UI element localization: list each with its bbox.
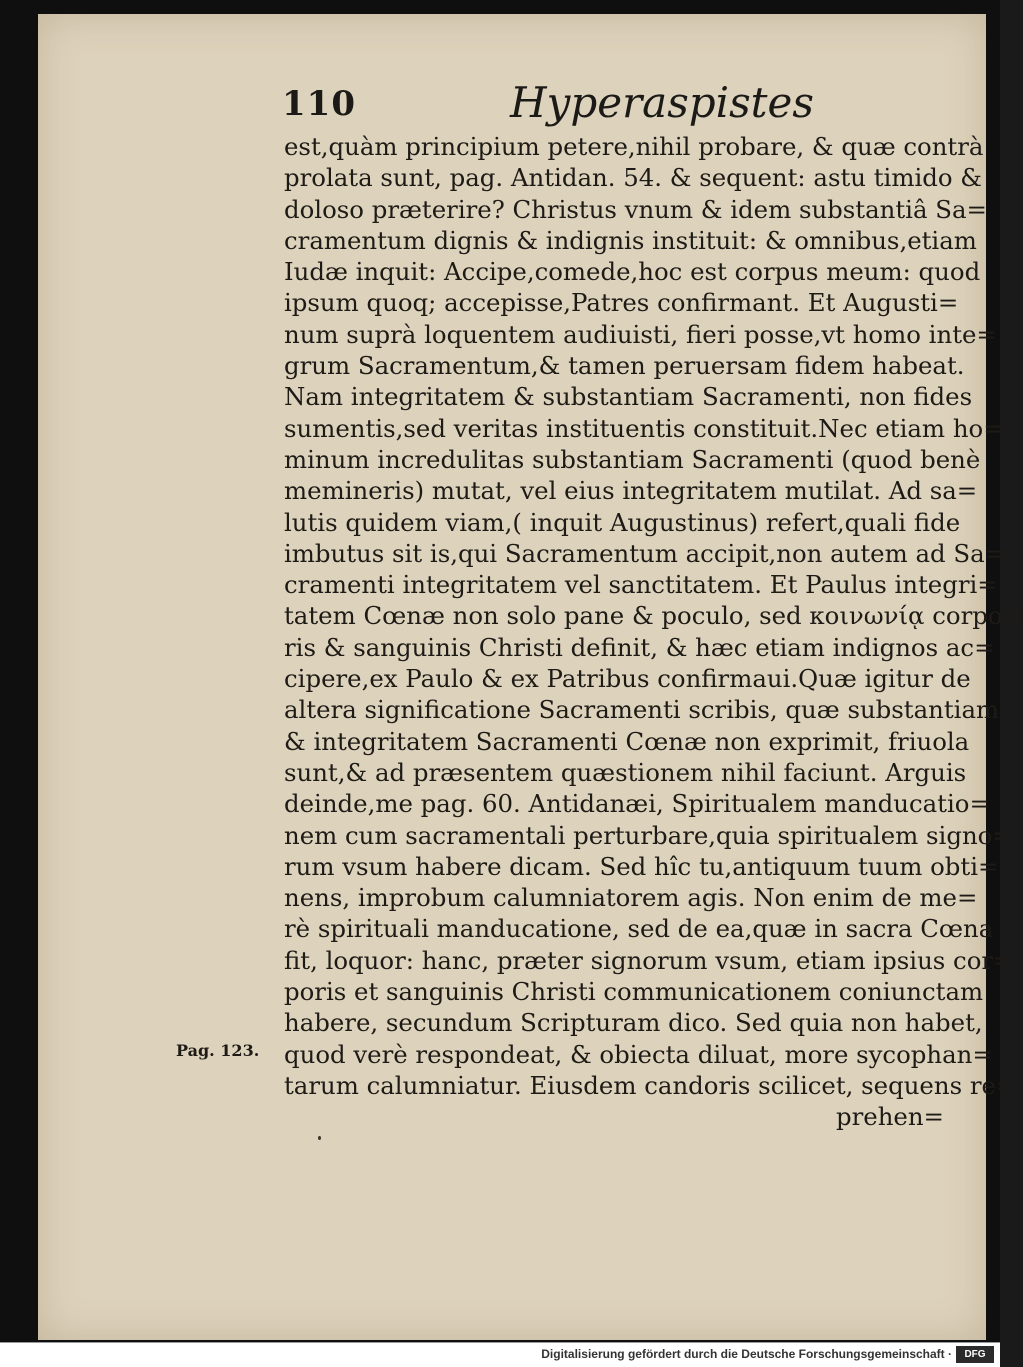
text-line: deinde,me pag. 60. Antidanæi, Spiritualem manducatio= <box>284 789 990 819</box>
text-line: cipere,ex Paulo & ex Patribus confirmaui.Quæ igitur de <box>284 664 971 694</box>
page-number: 110 <box>282 84 356 124</box>
text-line: lutis quidem viam,( inquit Augustinus) refert,quali fide <box>284 507 961 537</box>
page-header <box>38 14 986 134</box>
book-page <box>38 14 1023 1340</box>
text-line: sunt,& ad præsentem quæstionem nihil faciunt. Arguis <box>284 757 967 787</box>
text-line: quod verè respondeat, & obiecta diluat, more sycophan= <box>284 1039 993 1069</box>
text-line: poris et sanguinis Christi communicationem coniunctam <box>284 977 984 1007</box>
text-line: nem cum sacramentali perturbare,quia spiritualem signo= <box>284 820 1013 850</box>
running-title: Hyperaspistes <box>510 78 814 127</box>
margin-note: Pag. 123. <box>176 1041 260 1060</box>
text-line: habere, secundum Scripturam dico. Sed quia non habet, <box>284 1008 983 1038</box>
text-line: num suprà loquentem audiuisti, fieri posse,vt homo inte= <box>284 319 997 349</box>
dfg-logo: DFG <box>956 1346 994 1363</box>
text-line: ris & sanguinis Christi definit, & hæc etiam indignos ac= <box>284 632 995 662</box>
text-line: prolata sunt, pag. Antidan. 54. & sequent: astu timido & <box>284 163 983 193</box>
catchword-line: prehen= <box>836 1102 944 1132</box>
text-line: nens, improbum calumniatorem agis. Non enim de me= <box>284 883 978 913</box>
text-line: Iudæ inquit: Accipe,comede,hoc est corpus meum: quod <box>284 257 981 287</box>
paper-speck <box>318 1136 321 1140</box>
text-line: est,quàm principium petere,nihil probare, & quæ contrà <box>284 132 984 161</box>
text-line: cramenti integritatem vel sanctitatem. Et Paulus integri= <box>284 570 998 600</box>
text-line: imbutus sit is,qui Sacramentum accipit,non autem ad Sa= <box>284 538 1006 568</box>
text-line: rè spirituali manducatione, sed de ea,quæ in sacra Cœna <box>284 914 994 944</box>
text-line: cramentum dignis & indignis instituit: & omnibus,etiam <box>284 225 977 255</box>
body-text <box>284 131 1023 1133</box>
text-line: fit, loquor: hanc, præter signorum vsum, etiam ipsius cor= <box>284 945 1014 975</box>
text-line: tarum calumniatur. Eiusdem candoris scilicet, sequens re= <box>284 1070 1017 1100</box>
text-line: doloso præterire? Christus vnum & idem substantiâ Sa= <box>284 194 987 224</box>
text-line: & integritatem Sacramenti Cœnæ non exprimit, friuola <box>284 726 970 756</box>
footer-bar <box>0 1342 1000 1367</box>
text-line: sumentis,sed veritas instituentis constituit.Nec etiam ho= <box>284 413 1004 443</box>
text-line: rum vsum habere dicam. Sed hîc tu,antiquum tuum obti= <box>284 851 999 881</box>
text-line: ipsum quoq; accepisse,Patres confirmant. Et Augusti= <box>284 288 959 318</box>
footer-credit: Digitalisierung gefördert durch die Deutsche Forschungsgemeinschaft · <box>541 1347 952 1361</box>
text-line: tatem Cœnæ non solo pane & poculo, sed κοινωνίᾳ corpo= <box>284 601 1023 631</box>
text-line: memineris) mutat, vel eius integritatem mutilat. Ad sa= <box>284 476 978 506</box>
text-line: Nam integritatem & substantiam Sacramenti, non fides <box>284 382 973 412</box>
text-line: grum Sacramentum,& tamen peruersam fidem habeat. <box>284 351 965 381</box>
text-line: altera significatione Sacramenti scribis, quæ substantiam <box>284 695 1000 725</box>
text-line: minum incredulitas substantiam Sacramenti (quod benè <box>284 444 981 474</box>
